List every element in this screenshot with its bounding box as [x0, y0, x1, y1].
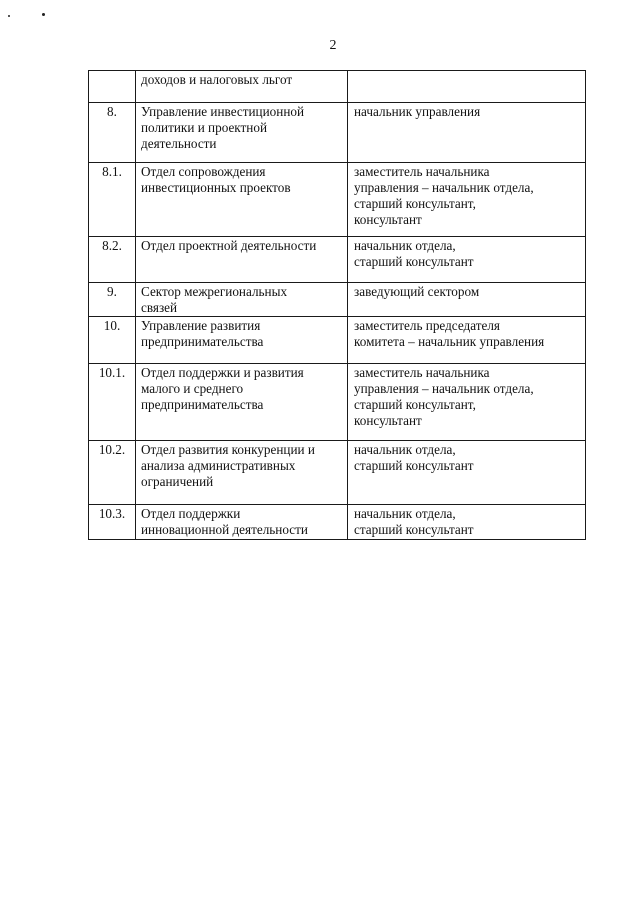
unit-name-cell: [136, 505, 348, 540]
unit-name-line: ограничений: [141, 474, 214, 489]
unit-name-cell: [136, 317, 348, 364]
unit-name-line: политики и проектной: [141, 120, 268, 135]
position-line: старший консультант,: [354, 196, 476, 211]
position-line: управления – начальник отдела,: [354, 180, 534, 195]
unit-name-cell: [136, 441, 348, 505]
page-number: 2: [329, 38, 337, 53]
position-cell: [348, 237, 586, 283]
structure-table: [88, 70, 586, 540]
position-line: заместитель начальника: [354, 365, 490, 380]
unit-name-line: Отдел сопровождения: [141, 164, 266, 179]
position-line: консультант: [354, 413, 422, 428]
unit-name-cell: [136, 237, 348, 283]
position-line: начальник отдела,: [354, 506, 456, 521]
unit-name-cell: [136, 163, 348, 237]
position-line: управления – начальник отдела,: [354, 381, 534, 396]
unit-name-cell: [136, 71, 348, 103]
unit-name-line: Отдел поддержки и развития: [141, 365, 304, 380]
table-row: [89, 103, 586, 163]
position-line: комитета – начальник управления: [354, 334, 545, 349]
table-row: [89, 163, 586, 237]
row-number: 10.: [89, 317, 136, 364]
unit-name-line: Управление инвестиционной: [141, 104, 305, 119]
table-row: [89, 283, 586, 317]
row-number: 10.3.: [89, 505, 136, 540]
row-number: 10.1.: [89, 364, 136, 441]
unit-name-line: малого и среднего: [141, 381, 244, 396]
position-line: начальник отдела,: [354, 238, 456, 253]
position-cell: [348, 103, 586, 163]
position-line: старший консультант: [354, 254, 474, 269]
row-number: 8.: [89, 103, 136, 163]
position-cell: [348, 317, 586, 364]
position-cell: [348, 71, 586, 103]
position-cell: [348, 441, 586, 505]
table-row: [89, 71, 586, 103]
table-body: [89, 71, 586, 540]
scan-speck: [42, 13, 45, 16]
table-row: [89, 364, 586, 441]
table-row: [89, 237, 586, 283]
position-line: старший консультант: [354, 522, 474, 537]
row-number: 8.2.: [89, 237, 136, 283]
unit-name-line: Отдел проектной деятельности: [141, 238, 317, 253]
unit-name-line: доходов и налоговых льгот: [141, 72, 293, 87]
position-line: заведующий сектором: [354, 284, 480, 299]
unit-name-line: Отдел развития конкуренции и: [141, 442, 315, 457]
unit-name-line: Управление развития: [141, 318, 261, 333]
row-number: 9.: [89, 283, 136, 317]
unit-name-cell: [136, 364, 348, 441]
position-line: заместитель председателя: [354, 318, 500, 333]
unit-name-line: Сектор межрегиональных: [141, 284, 288, 299]
unit-name-line: предпринимательства: [141, 397, 264, 412]
position-line: начальник отдела,: [354, 442, 456, 457]
table-row: [89, 441, 586, 505]
position-cell: [348, 364, 586, 441]
unit-name-line: инновационной деятельности: [141, 522, 308, 537]
table-row: [89, 505, 586, 540]
row-number: [89, 71, 136, 103]
unit-name-line: деятельности: [141, 136, 217, 151]
table-row: [89, 317, 586, 364]
position-cell: [348, 283, 586, 317]
position-line: консультант: [354, 212, 422, 227]
position-cell: [348, 163, 586, 237]
unit-name-line: Отдел поддержки: [141, 506, 241, 521]
unit-name-line: связей: [141, 300, 178, 315]
position-line: начальник управления: [354, 104, 481, 119]
position-line: старший консультант: [354, 458, 474, 473]
unit-name-line: инвестиционных проектов: [141, 180, 291, 195]
unit-name-line: анализа административных: [141, 458, 296, 473]
unit-name-cell: [136, 103, 348, 163]
position-cell: [348, 505, 586, 540]
row-number: 8.1.: [89, 163, 136, 237]
scan-speck: [8, 15, 10, 17]
unit-name-line: предпринимательства: [141, 334, 264, 349]
row-number: 10.2.: [89, 441, 136, 505]
position-line: старший консультант,: [354, 397, 476, 412]
position-line: заместитель начальника: [354, 164, 490, 179]
unit-name-cell: [136, 283, 348, 317]
